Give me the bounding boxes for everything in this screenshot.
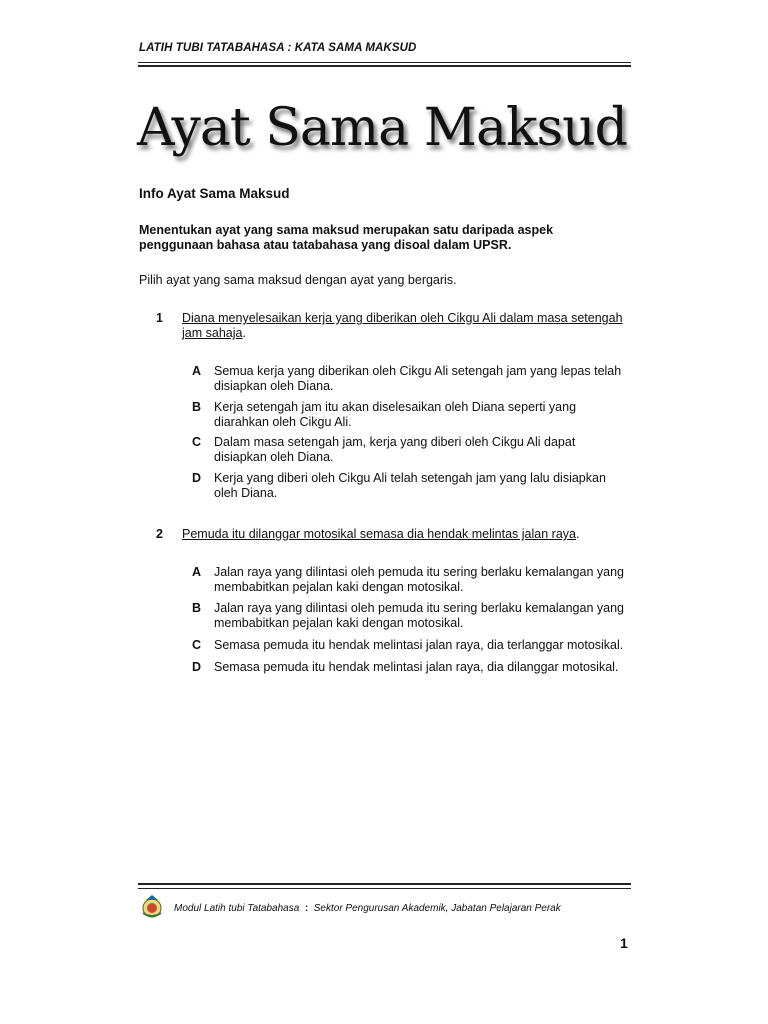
stem-line-2: jam sahaja	[182, 326, 243, 340]
option-line-1: Jalan raya yang dilintasi oleh pemuda itu sering berlaku kemalangan yang	[214, 601, 624, 615]
option-text	[214, 435, 642, 465]
option-letter: A	[192, 565, 202, 579]
option-line-2: oleh Diana.	[214, 486, 278, 500]
option-text	[214, 471, 642, 501]
footer-text	[174, 903, 561, 914]
option-line-2: disiapkan oleh Diana.	[214, 450, 334, 464]
option-line-1: Jalan raya yang dilintasi oleh pemuda itu sering berlaku kemalangan yang	[214, 565, 624, 579]
q1-option-d	[192, 471, 642, 501]
question-stem	[182, 311, 646, 341]
stem-line-1: Diana menyelesaikan kerja yang diberikan oleh Cikgu Ali dalam masa setengah	[182, 311, 623, 325]
option-line-1: Kerja setengah jam itu akan diselesaikan oleh Diana seperti yang	[214, 400, 577, 414]
option-line-2: disiapkan oleh Diana.	[214, 379, 334, 393]
header-title: LATIH TUBI TATABAHASA : KATA SAMA MAKSUD	[139, 42, 417, 54]
option-line-2: membabitkan pejalan kaki dengan motosikal.	[214, 580, 464, 594]
q1-option-a	[192, 364, 642, 394]
option-text	[214, 660, 642, 675]
intro-line-1: Menentukan ayat yang sama maksud merupakan satu daripada aspek	[139, 223, 554, 237]
instruction-text: Pilih ayat yang sama maksud dengan ayat yang bergaris.	[139, 273, 457, 287]
question-2	[156, 527, 646, 542]
option-letter: D	[192, 660, 202, 674]
stem-line-1: Pemuda itu dilanggar motosikal semasa dia hendak melintas jalan raya	[182, 527, 576, 541]
footer-rule-thin	[138, 888, 631, 889]
q1-option-c	[192, 435, 642, 465]
q2-option-b	[192, 601, 642, 631]
q1-option-b	[192, 400, 642, 430]
option-line-1: Dalam masa setengah jam, kerja yang diberi oleh Cikgu Ali dapat	[214, 435, 576, 449]
option-letter: D	[192, 471, 202, 485]
header-rule-thin	[138, 62, 631, 63]
page-number: 1	[620, 935, 628, 951]
crest-logo-icon	[139, 893, 165, 919]
stem-end: .	[242, 326, 246, 340]
q2-option-d	[192, 660, 642, 675]
intro-line-2: penggunaan bahasa atau tatabahasa yang disoal dalam UPSR.	[139, 238, 512, 252]
option-line-1: Semasa pemuda itu hendak melintasi jalan raya, dia dilanggar motosikal.	[214, 660, 619, 674]
question-number: 1	[156, 311, 163, 325]
header-rule-thick	[138, 65, 631, 67]
page-title: Ayat Sama Maksud	[137, 98, 627, 158]
option-letter: C	[192, 638, 202, 652]
option-line-2: membabitkan pejalan kaki dengan motosikal.	[214, 616, 464, 630]
option-letter: B	[192, 601, 202, 615]
option-letter: A	[192, 364, 202, 378]
footer-text-left: Modul Latih tubi Tatabahasa	[174, 903, 300, 914]
question-number: 2	[156, 527, 163, 541]
option-line-2: diarahkan oleh Cikgu Ali.	[214, 415, 352, 429]
option-text	[214, 565, 642, 595]
option-letter: C	[192, 435, 202, 449]
option-line-1: Semasa pemuda itu hendak melintasi jalan raya, dia terlanggar motosikal.	[214, 638, 624, 652]
q2-option-a	[192, 565, 642, 595]
footer-rule-thick	[138, 883, 631, 885]
option-line-1: Semua kerja yang diberikan oleh Cikgu Ali setengah jam yang lepas telah	[214, 364, 622, 378]
option-text	[214, 638, 642, 653]
option-letter: B	[192, 400, 202, 414]
footer-separator: :	[304, 903, 309, 914]
option-line-1: Kerja yang diberi oleh Cikgu Ali telah setengah jam yang lalu disiapkan	[214, 471, 606, 485]
footer-text-right: Sektor Pengurusan Akademik, Jabatan Pelajaran Perak	[313, 903, 561, 914]
question-stem	[182, 527, 646, 542]
info-heading: Info Ayat Sama Maksud	[139, 186, 290, 201]
question-1	[156, 311, 646, 341]
stem-end: .	[575, 527, 580, 541]
q2-option-c	[192, 638, 642, 653]
option-text	[214, 601, 642, 631]
option-text	[214, 364, 642, 394]
intro-paragraph	[139, 223, 619, 253]
option-text	[214, 400, 642, 430]
